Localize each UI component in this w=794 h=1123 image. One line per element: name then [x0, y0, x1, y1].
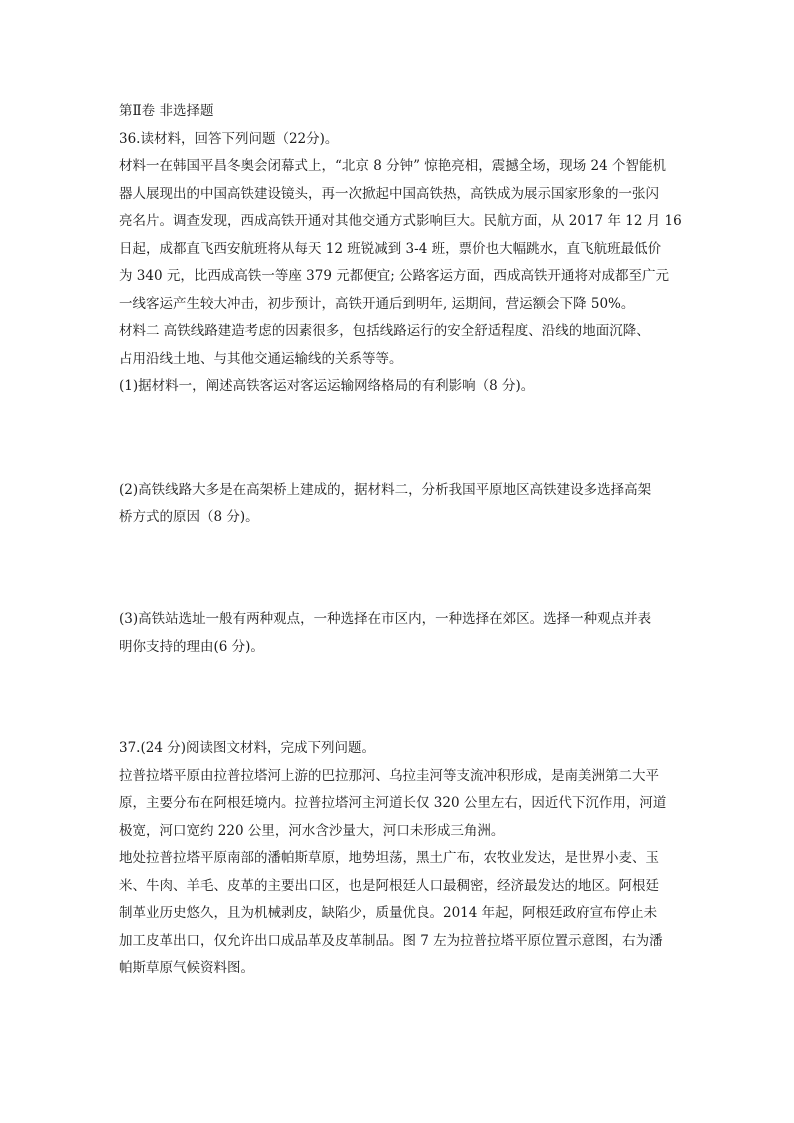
q36-material1-line: 器人展现出的中国高铁建设镜头，再一次掀起中国高铁热，高铁成为展示国家形象的一张闪 [119, 186, 659, 202]
q37-para2-line: 米、牛肉、羊毛、皮革的主要出口区，也是阿根廷人口最稠密，经济最发达的地区。阿根廷 [119, 878, 659, 894]
q36-sub3-line: (3)高铁站选址一般有两种观点，一种选择在市区内，一种选择在郊区。选择一种观点并表 [119, 611, 652, 627]
q36-material2-line: 材料二 高铁线路建造考虑的因素很多，包括线路运行的安全舒适程度、沿线的地面沉降、 [119, 323, 650, 339]
q37-para2-line: 加工皮革出口，仅允许出口成品革及皮革制品。图 7 左为拉普拉塔平原位置示意图，右为潘 [119, 933, 663, 949]
q36-sub3-line: 明你支持的理由(6 分)。 [119, 639, 264, 655]
q37-header: 37.(24 分)阅读图文材料，完成下列问题。 [119, 740, 375, 756]
q36-material1-line: 材料一在韩国平昌冬奥会闭幕式上，“北京 8 分钟” 惊艳亮相，震撼全场，现场 24 个智能机 [119, 158, 667, 174]
q37-para1-line: 原，主要分布在阿根廷境内。拉普拉塔河主河道长仅 320 公里左右，因近代下沉作用，河道 [119, 795, 667, 811]
q37-para1-line: 极宽，河口宽约 220 公里，河水含沙量大，河口未形成三角洲。 [119, 823, 505, 839]
q37-para2-line: 帕斯草原气候资料图。 [119, 960, 254, 976]
q37-para2-line: 制革业历史悠久，且为机械剥皮，缺陷少，质量优良。2014 年起，阿根廷政府宣布停止未 [119, 905, 658, 921]
q37-para1-line: 拉普拉塔平原由拉普拉塔河上游的巴拉那河、乌拉圭河等支流冲积形成，是南美洲第二大平 [119, 768, 659, 784]
section-title: 第Ⅱ卷 非选择题 [119, 103, 214, 119]
q36-header: 36.读材料，回答下列问题（22分)。 [119, 131, 339, 147]
q36-material2-line: 占用沿线土地、与其他交通运输线的关系等等。 [119, 351, 403, 367]
q36-material1-line: 日起，成都直飞西安航班将从每天 12 班锐减到 3-4 班，票价也大幅跳水，直飞航班最低价 [119, 241, 662, 257]
q36-material1-line: 一线客运产生较大冲击，初步预计，高铁开通后到明年, 运期间，营运额会下降 50%。 [119, 296, 635, 312]
q36-material1-line: 为 340 元，比西成高铁一等座 379 元都便宜; 公路客运方面，西成高铁开通将对成都至广元 [119, 268, 670, 284]
q36-sub2-line: (2)高铁线路大多是在高架桥上建成的，据材料二，分析我国平原地区高铁建设多选择高架 [119, 482, 652, 498]
q37-para2-line: 地处拉普拉塔平原南部的潘帕斯草原，地势坦荡，黑土广布，农牧业发达，是世界小麦、玉 [119, 850, 659, 866]
q36-sub2-line: 桥方式的原因（8 分)。 [119, 509, 259, 525]
q36-sub1: (1)据材料一，阐述高铁客运对客运运输网络格局的有利影响（8 分)。 [119, 378, 535, 394]
q36-material1-line: 亮名片。调查发现，西成高铁开通对其他交通方式影响巨大。民航方面，从 2017 年 12 月 16 [119, 213, 682, 229]
